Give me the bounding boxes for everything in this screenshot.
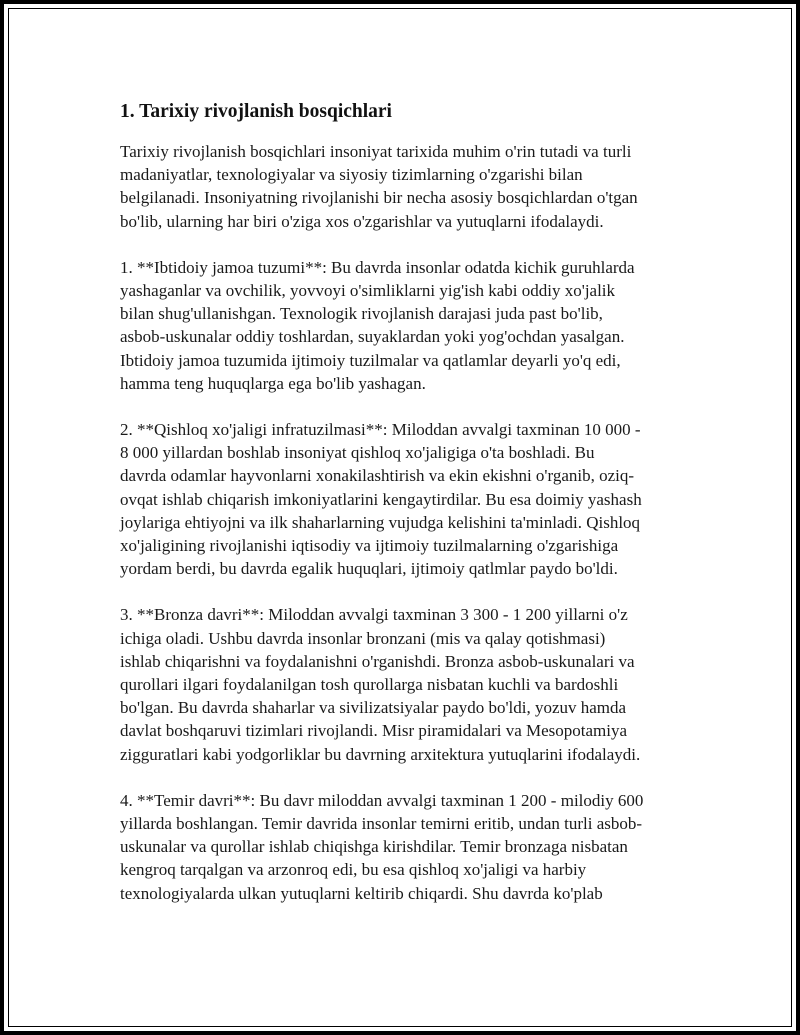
paragraph-iron-age: 4. **Temir davri**: Bu davr miloddan avvalgi taxminan 1 200 - milodiy 600 yillarda boshlangan. Temir davrida insonlar temirni eritib, undan turli asbob- uskunalar va qurollar ishlab chiqishga kirishdilar. Temir bronzaga nisbatan kengroq tarqalgan va arzonroq edi, bu esa qishloq xo'jaligi va harbiy texnologiyalarda ulkan yutuqlarni keltirib chiqardi. Shu davrda ko'plab xyxy=(120,790,644,903)
paragraph-primitive-communal-system: 1. **Ibtidoiy jamoa tuzumi**: Bu davrda insonlar odatda kichik guruhlarda yashaganlar va ovchilik, yovvoyi o'simliklarni yig'ish kabi oddiy xo'jalik bilan shug'ullanishgan. Texnologik rivojlanish darajasi juda past bo'lib, asbob-uskunalar oddiy toshlardan, suyaklardan yoki yog'ochdan yasalgan. Ibtidoiy jamoa tuzumida ijtimoiy tuzilmalar va qatlamlar deyarli yo'q edi, hamma teng huquqlarga ega bo'lib yashagan. xyxy=(120,257,635,393)
paragraph-agriculture: 2. **Qishloq xo'jaligi infratuzilmasi**: Miloddan avvalgi taxminan 10 000 - 8 000 yillardan boshlab insoniyat qishloq xo'jaligiga o'ta boshladi. Bu davrda odamlar hayvonlarni xonakilashtirish va ekin ekishni o'rganib, oziq- ovqat ishlab chiqarish imkoniyatlarini kengaytirdilar. Bu esa doimiy yashash joylariga ehtiyojni va ilk shaharlarning vujudga kelishini ta'minladi. Qishloq xo'jaligining rivojlanishi iqtisodiy va ijtimoiy tuzilmalarning o'zgarishiga yordam berdi, bu davrda egalik huquqlari, ijtimoiy qatlmlar paydo bo'ldi. xyxy=(120,420,642,579)
paragraph-bronze-age: 3. **Bronza davri**: Miloddan avvalgi taxminan 3 300 - 1 200 yillarni o'z ichiga oladi. Ushbu davrda insonlar bronzani (mis va qalay qotishmasi) ishlab chiqarishni va foydalanishni o'rganishdi. Bronza asbob-uskunalari va qurollari ilgari foydalanilgan tosh qurollarga nisbatan kuchli va bardoshli bo'lgan. Bu davrda shaharlar va sivilizatsiyalar paydo bo'ldi, yozuv hamda davlat boshqaruvi tizimlari rivojlandi. Misr piramidalari va Mesopotamiya zigguratlari kabi yodgorliklar bu davrning arxitektura yutuqlarini ifodalaydi. xyxy=(120,605,641,764)
document-body xyxy=(120,98,700,928)
section-heading: 1. Tarixiy rivojlanish bosqichlari xyxy=(120,101,392,122)
intro-paragraph: Tarixiy rivojlanish bosqichlari insoniyat tarixida muhim o'rin tutadi va turli madaniyatlar, texnologiyalar va siyosiy tizimlarning o'zgarishi bilan belgilanadi. Insoniyatning rivojlanishi bir necha asosiy bosqichlardan o'tgan bo'lib, ularning har biri o'ziga xos o'zgarishlar va yutuqlarni ifodalaydi. xyxy=(120,142,638,231)
